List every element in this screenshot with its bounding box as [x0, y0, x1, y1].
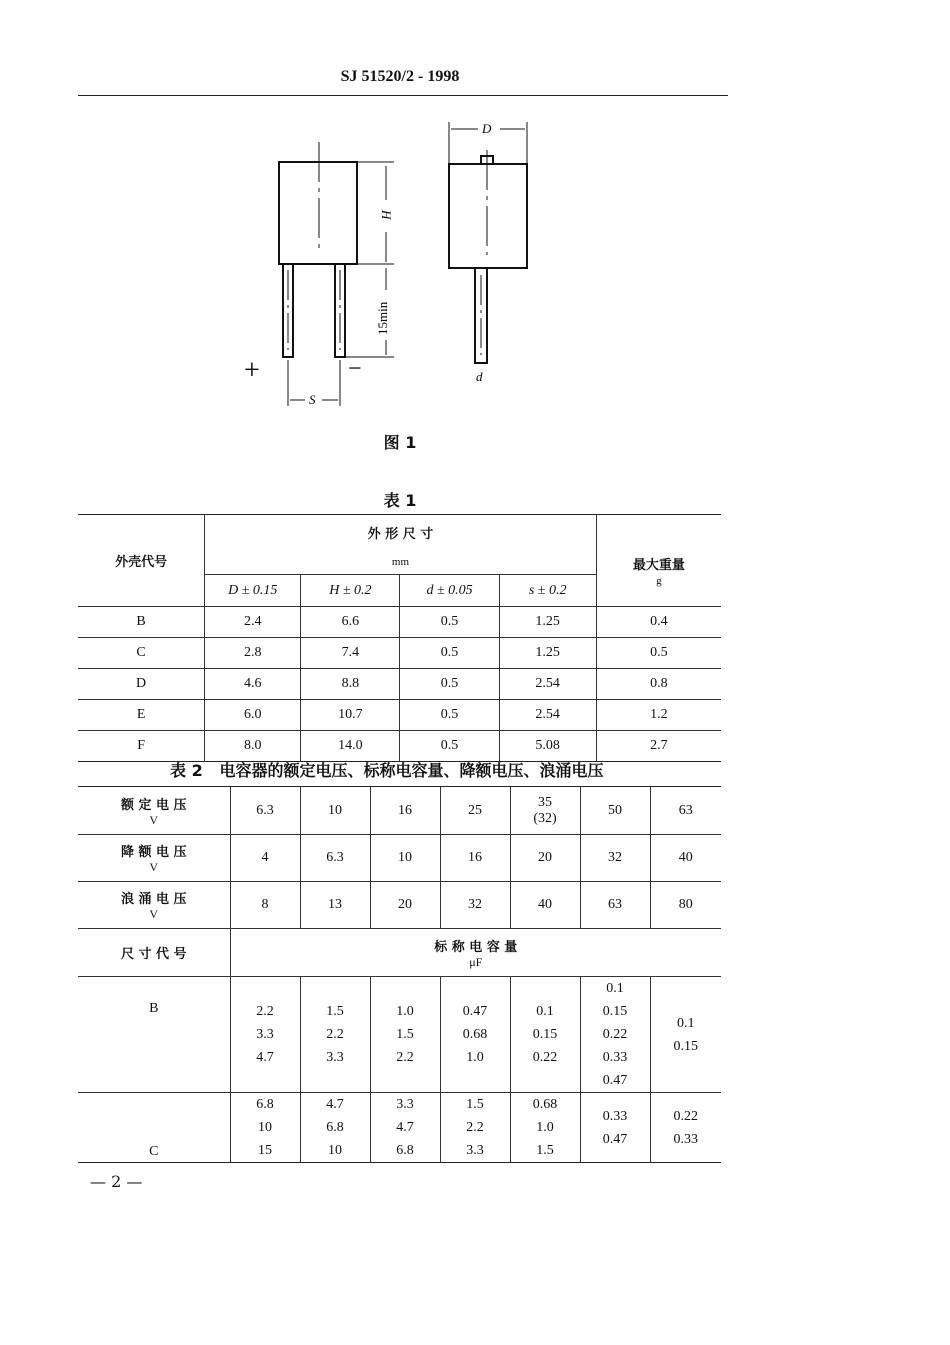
- table-row: [78, 731, 721, 762]
- capacitance-value: 3.3: [396, 1097, 414, 1112]
- capacitance-value: 10: [258, 1120, 272, 1135]
- capacitance-value: 0.1: [536, 1004, 554, 1019]
- table1: [78, 514, 721, 762]
- table2-caption: [170, 758, 603, 781]
- t2-cap-cell: [440, 1093, 510, 1163]
- body-side-view: [449, 164, 527, 268]
- t1-cell: 0.5: [596, 638, 721, 669]
- capacitance-value: 1.5: [326, 1004, 344, 1019]
- t2-size-code: B: [78, 977, 230, 1093]
- capacitance-value: 3.3: [326, 1050, 344, 1065]
- table-row: [78, 607, 721, 638]
- capacitance-value: 0.47: [602, 1131, 628, 1147]
- t2-cell: 13: [300, 882, 370, 929]
- capacitance-value: 10: [328, 1143, 342, 1158]
- t2-surge-unit: V: [149, 907, 159, 921]
- t2-cell: 20: [370, 882, 440, 929]
- table-row: [78, 1093, 721, 1163]
- t2-size-code: C: [78, 1093, 230, 1163]
- t1-cell: 0.5: [400, 638, 499, 669]
- t2-cell: 10: [370, 835, 440, 882]
- capacitance-value: 1.0: [466, 1050, 484, 1065]
- capacitance-value: 0.15: [673, 1038, 698, 1054]
- table-row: [78, 929, 721, 977]
- capacitance-value: 1.5: [536, 1143, 554, 1158]
- t1-sub-h: H ± 0.2: [301, 575, 400, 607]
- t1-cell: 0.4: [596, 607, 721, 638]
- capacitance-value: 0.33: [673, 1131, 698, 1147]
- figure-caption: 图 1: [383, 433, 417, 452]
- capacitance-value: 0.47: [462, 1004, 488, 1019]
- t2-cell: 40: [650, 835, 721, 882]
- t2-cell-value: 35: [538, 794, 552, 810]
- t1-cell: E: [78, 700, 205, 731]
- t1-cell: 2.7: [596, 731, 721, 762]
- capacitance-value: 0.1: [606, 981, 624, 996]
- table2-caption-text: 电容器的额定电压、标称电容量、降额电压、浪涌电压: [219, 761, 604, 780]
- capacitance-value: 0.15: [532, 1027, 558, 1042]
- t2-cap-cell: [510, 1093, 580, 1163]
- t2-cap-cell: [650, 977, 721, 1093]
- t2-cell: 63: [650, 787, 721, 835]
- t1-cell: B: [78, 607, 205, 638]
- table2-caption-num: 表 2: [170, 761, 203, 780]
- table-row: [78, 700, 721, 731]
- capacitance-value: 2.2: [326, 1027, 344, 1042]
- capacitance-value: 2.2: [396, 1050, 414, 1065]
- capacitance-value: 6.8: [396, 1143, 414, 1158]
- t2-derate-text: 降 额 电 压: [120, 845, 187, 860]
- t1-cell: 0.8: [596, 669, 721, 700]
- t1-header-weight: 最大重量: [596, 515, 721, 575]
- figure-capacitor-outline: [0, 0, 950, 420]
- t2-cap-cell: [370, 977, 440, 1093]
- t2-cell: 40: [510, 882, 580, 929]
- t2-derate-label: [78, 835, 230, 882]
- t2-cap-unit: μF: [469, 954, 483, 969]
- t1-cell: 2.54: [499, 669, 596, 700]
- t1-cell: C: [78, 638, 205, 669]
- t2-cap-cell: [650, 1093, 721, 1163]
- capacitance-value: 3.3: [256, 1027, 274, 1042]
- capacitance-value: 4.7: [396, 1120, 414, 1135]
- capacitance-value: 4.7: [256, 1050, 274, 1065]
- capacitance-value: 4.7: [326, 1097, 344, 1112]
- table-row: [78, 882, 721, 929]
- t1-cell: 0.5: [400, 607, 499, 638]
- t1-header-dims-unit: mm: [205, 551, 597, 575]
- t1-cell: 5.08: [499, 731, 596, 762]
- page-number: — 2 —: [90, 1172, 143, 1191]
- standard-number: SJ 51520/2 - 1998: [340, 68, 460, 85]
- t2-cell: 80: [650, 882, 721, 929]
- table2: [78, 786, 721, 1163]
- capacitance-value: 0.33: [602, 1050, 628, 1065]
- t2-cap-header: [230, 929, 721, 977]
- capacitance-value: 0.15: [602, 1004, 628, 1019]
- polarity-plus: +: [244, 355, 260, 386]
- t2-cap-cell: [510, 977, 580, 1093]
- t1-sub-s: s ± 0.2: [499, 575, 596, 607]
- t2-cap-cell: [440, 977, 510, 1093]
- t2-cap-cell: [230, 1093, 300, 1163]
- table-row: [78, 638, 721, 669]
- t1-sub-d-lead: d ± 0.05: [400, 575, 499, 607]
- t2-cell: 25: [440, 787, 510, 835]
- t1-cell: 2.54: [499, 700, 596, 731]
- t1-cell: 0.5: [400, 700, 499, 731]
- body-front-view: [279, 162, 357, 264]
- t1-cell: 14.0: [301, 731, 400, 762]
- t1-cell: F: [78, 731, 205, 762]
- t2-derate-unit: V: [149, 860, 159, 874]
- capacitance-value: 2.2: [466, 1120, 484, 1135]
- t1-cell: 8.0: [205, 731, 301, 762]
- capacitance-value: 6.8: [256, 1097, 274, 1112]
- table-row: [78, 977, 721, 1093]
- capacitance-value: 1.5: [396, 1027, 414, 1042]
- capacitance-value: 0.68: [462, 1027, 488, 1042]
- t2-cell: 6.3: [230, 787, 300, 835]
- t1-cell: 8.8: [301, 669, 400, 700]
- t2-cell: 16: [370, 787, 440, 835]
- t2-cell: 16: [440, 835, 510, 882]
- t2-cell-extra: (32): [533, 810, 557, 826]
- table1-caption: 表 1: [383, 491, 417, 510]
- t2-cell: 10: [300, 787, 370, 835]
- t1-header-weight-unit: g: [596, 575, 721, 607]
- t1-cell: 0.5: [400, 731, 499, 762]
- t1-cell: 2.8: [205, 638, 301, 669]
- t2-rated-label: [78, 787, 230, 835]
- capacitance-value: 1.0: [536, 1120, 554, 1135]
- dim-label-h: H: [379, 210, 394, 220]
- t2-cell: 6.3: [300, 835, 370, 882]
- t1-cell: 6.0: [205, 700, 301, 731]
- t1-cell: 7.4: [301, 638, 400, 669]
- capacitance-value: 0.33: [602, 1108, 628, 1124]
- t2-cell: 32: [440, 882, 510, 929]
- t2-rated-text: 额 定 电 压: [120, 797, 187, 813]
- t1-cell: 1.25: [499, 638, 596, 669]
- t1-cell: 4.6: [205, 669, 301, 700]
- t2-cap-label: 标 称 电 容 量: [434, 939, 518, 955]
- capacitance-value: 2.2: [256, 1004, 274, 1019]
- t2-surge-label: [78, 882, 230, 929]
- t2-cell: 50: [580, 787, 650, 835]
- t1-header-case: 外壳代号: [78, 515, 205, 607]
- t2-cap-cell: [230, 977, 300, 1093]
- t2-cell: 63: [580, 882, 650, 929]
- t1-cell: 1.25: [499, 607, 596, 638]
- t1-cell: D: [78, 669, 205, 700]
- t1-cell: 10.7: [301, 700, 400, 731]
- t2-cell: 20: [510, 835, 580, 882]
- t2-cap-cell: [580, 977, 650, 1093]
- t2-rated-unit: V: [149, 812, 159, 827]
- capacitance-value: 1.0: [396, 1004, 414, 1019]
- t2-cell: 4: [230, 835, 300, 882]
- dim-label-d-outer: D: [482, 121, 492, 136]
- dim-label-s: S: [309, 392, 316, 407]
- capacitance-value: 0.68: [532, 1097, 558, 1112]
- t2-cell: [510, 787, 580, 835]
- table-row: [78, 669, 721, 700]
- t2-surge-text: 浪 涌 电 压: [120, 892, 187, 907]
- capacitance-value: 15: [258, 1143, 272, 1158]
- table-row: [78, 787, 721, 835]
- dim-label-15min: 15min: [375, 301, 390, 335]
- t1-cell: 1.2: [596, 700, 721, 731]
- t2-cap-cell: [300, 1093, 370, 1163]
- capacitance-value: 1.5: [466, 1097, 484, 1112]
- t2-cell: 8: [230, 882, 300, 929]
- t1-cell: 2.4: [205, 607, 301, 638]
- capacitance-value: 6.8: [326, 1120, 344, 1135]
- t2-size-label: 尺 寸 代 号: [78, 929, 230, 977]
- t1-cell: 6.6: [301, 607, 400, 638]
- capacitance-value: 0.22: [602, 1027, 628, 1042]
- t2-cap-cell: [370, 1093, 440, 1163]
- t1-header-dims: 外 形 尺 寸: [205, 515, 597, 551]
- t2-cap-cell: [300, 977, 370, 1093]
- capacitance-value: 0.22: [532, 1050, 558, 1065]
- polarity-minus: −: [348, 356, 362, 382]
- t1-cell: 0.5: [400, 669, 499, 700]
- t2-cap-cell: [580, 1093, 650, 1163]
- dim-label-d-lead: d: [476, 369, 483, 384]
- table-row: [78, 835, 721, 882]
- t2-cell: 32: [580, 835, 650, 882]
- capacitance-value: 0.22: [673, 1108, 698, 1124]
- t1-sub-d: D ± 0.15: [205, 575, 301, 607]
- capacitance-value: 0.1: [677, 1015, 695, 1031]
- capacitance-value: 3.3: [466, 1143, 484, 1158]
- capacitance-value: 0.47: [602, 1073, 628, 1088]
